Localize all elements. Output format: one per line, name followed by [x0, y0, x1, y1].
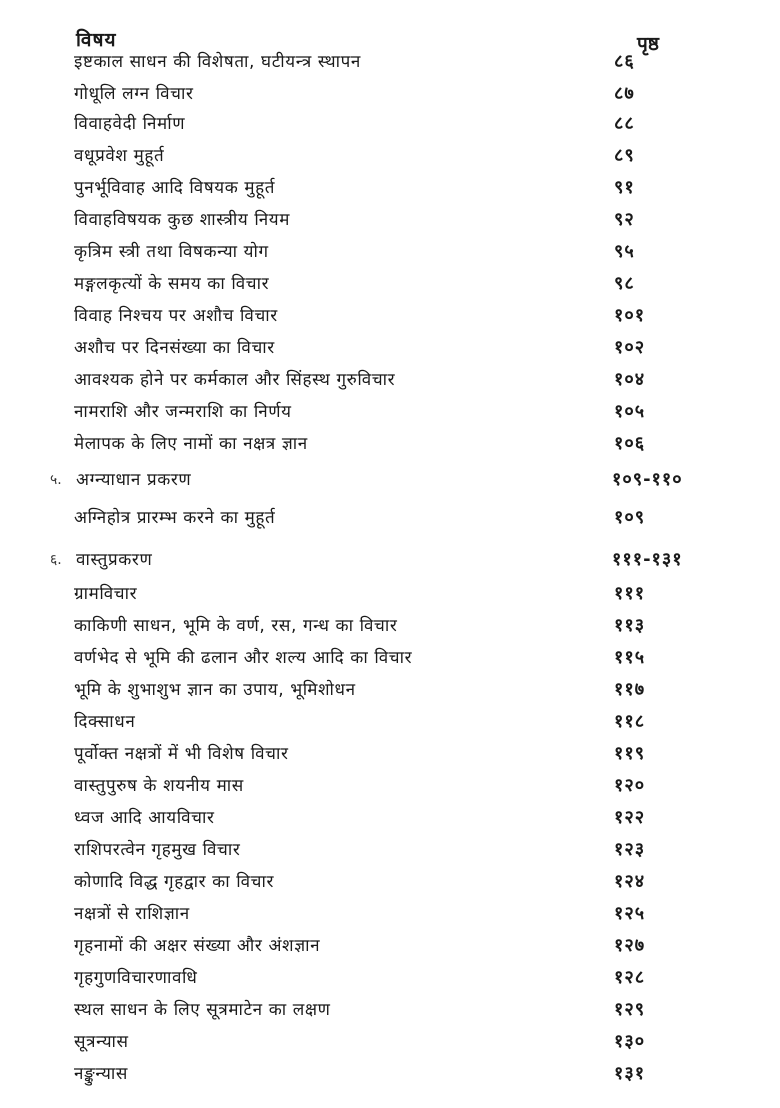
toc-entry-title: वधूप्रवेश मुहूर्त: [74, 146, 165, 166]
toc-entry-page: १२८: [614, 967, 646, 988]
toc-entry-title: आवश्यक होने पर कर्मकाल और सिंहस्थ गुरुविचार: [74, 370, 396, 390]
toc-entry-row: [0, 504, 780, 532]
toc-entry-title: नङ्कुन्यास: [74, 1064, 128, 1084]
toc-entry-row: [0, 836, 780, 864]
toc-entry-row: [0, 932, 780, 960]
toc-entry-title: सूत्रन्यास: [74, 1032, 129, 1052]
page-column-header: पृष्ठ: [637, 33, 659, 55]
toc-entry-page: ११३: [614, 615, 646, 636]
toc-entry-page: १२५: [614, 903, 646, 924]
toc-entry-row: [0, 996, 780, 1024]
toc-entry-row: [0, 644, 780, 672]
toc-entry-page: १३०: [614, 1031, 646, 1052]
toc-entry-page: १०९-११०: [612, 469, 683, 490]
toc-entry-row: [0, 612, 780, 640]
toc-entry-row: [0, 430, 780, 458]
toc-entry-title: नामराशि और जन्मराशि का निर्णय: [74, 402, 292, 422]
toc-entry-row: [0, 48, 780, 76]
toc-entry-page: ११८: [614, 711, 646, 732]
toc-entry-row: [0, 708, 780, 736]
toc-entry-row: [0, 174, 780, 202]
toc-entry-row: [0, 1028, 780, 1056]
toc-entry-title: मेलापक के लिए नामों का नक्षत्र ज्ञान: [74, 434, 308, 454]
toc-entry-row: [0, 772, 780, 800]
toc-entry-title: राशिपरत्वेन गृहमुख विचार: [74, 840, 241, 860]
toc-entry-page: ९८: [614, 273, 635, 294]
toc-entry-page: १०२: [614, 337, 646, 358]
toc-entry-page: ८७: [614, 83, 635, 104]
toc-entry-page: १०१: [614, 305, 646, 326]
toc-entry-row: [0, 868, 780, 896]
toc-entry-page: १२९: [614, 999, 646, 1020]
toc-entry-title: इष्टकाल साधन की विशेषता, घटीयन्त्र स्थापन: [74, 52, 361, 72]
toc-entry-row: [0, 110, 780, 138]
toc-entry-title: मङ्गलकृत्यों के समय का विचार: [74, 274, 270, 294]
toc-entry-row: [0, 334, 780, 362]
toc-entry-row: [0, 238, 780, 266]
toc-entry-title: अग्निहोत्र प्रारम्भ करने का मुहूर्त: [74, 508, 276, 528]
toc-entry-title: विवाहवेदी निर्माण: [74, 114, 186, 134]
toc-entry-title: गृहनामों की अक्षर संख्या और अंशज्ञान: [74, 936, 321, 956]
section-number: ५.: [50, 472, 62, 488]
toc-entry-page: १२७: [614, 935, 646, 956]
toc-entry-page: ८६: [614, 51, 635, 72]
toc-entry-page: ९१: [614, 177, 635, 198]
toc-entry-page: १०९: [614, 507, 646, 528]
toc-entry-row: [0, 580, 780, 608]
toc-entry-page: १३१: [614, 1063, 646, 1084]
toc-entry-row: [0, 302, 780, 330]
toc-entry-page: ९२: [614, 209, 635, 230]
toc-entry-title: ध्वज आदि आयविचार: [74, 808, 215, 828]
toc-entry-title: भूमि के शुभाशुभ ज्ञान का उपाय, भूमिशोधन: [74, 680, 356, 700]
toc-entry-row: [0, 1060, 780, 1088]
toc-entry-row: [0, 366, 780, 394]
toc-entry-title: विवाहविषयक कुछ शास्त्रीय नियम: [74, 210, 291, 230]
toc-entry-title: दिक्साधन: [74, 712, 136, 732]
toc-entry-row: [0, 964, 780, 992]
toc-entry-page: ११७: [614, 679, 646, 700]
toc-entry-title: विवाह निश्चय पर अशौच विचार: [74, 306, 278, 326]
toc-entry-page: ११९: [614, 743, 646, 764]
toc-entry-row: [0, 900, 780, 928]
toc-entry-title: गोधूलि लग्न विचार: [74, 84, 194, 104]
toc-entry-row: [0, 142, 780, 170]
toc-entry-title: ग्रामविचार: [74, 584, 138, 604]
toc-entry-title: पुनर्भूविवाह आदि विषयक मुहूर्त: [74, 178, 276, 198]
toc-entry-title: अशौच पर दिनसंख्या का विचार: [74, 338, 275, 358]
toc-entry-title: गृहगुणविचारणावधि: [74, 968, 198, 988]
toc-entry-title: कृत्रिम स्त्री तथा विषकन्या योग: [74, 242, 269, 262]
toc-entry-title: कोणादि विद्ध गृहद्वार का विचार: [74, 872, 275, 892]
toc-entry-title: वास्तुपुरुष के शयनीय मास: [74, 776, 244, 796]
toc-entry-page: १११-१३१: [612, 549, 683, 570]
toc-entry-page: १२०: [614, 775, 646, 796]
toc-entry-row: [0, 804, 780, 832]
toc-entry-title: नक्षत्रों से राशिज्ञान: [74, 904, 190, 924]
toc-entry-title: वर्णभेद से भूमि की ढलान और शल्य आदि का विचार: [74, 648, 413, 668]
toc-entry-page: १२४: [614, 871, 646, 892]
toc-entry-page: ८८: [614, 113, 635, 134]
subject-column-header: विषय: [76, 29, 117, 51]
toc-entry-row: [0, 740, 780, 768]
toc-entry-row: [0, 270, 780, 298]
toc-section-row: [0, 546, 780, 574]
toc-entry-page: ८९: [614, 145, 635, 166]
toc-entry-row: [0, 80, 780, 108]
toc-entry-page: १०६: [614, 433, 646, 454]
toc-entry-row: [0, 206, 780, 234]
toc-entry-page: १११: [614, 583, 646, 604]
toc-entry-page: १२२: [614, 807, 646, 828]
toc-entry-page: ११५: [614, 647, 646, 668]
toc-entry-title: वास्तुप्रकरण: [76, 550, 153, 570]
toc-entry-page: ९५: [614, 241, 635, 262]
toc-entry-page: १०५: [614, 401, 646, 422]
toc-entry-page: १२३: [614, 839, 646, 860]
section-number: ६.: [50, 552, 62, 568]
toc-entry-title: काकिणी साधन, भूमि के वर्ण, रस, गन्ध का विचार: [74, 616, 398, 636]
toc-entry-row: [0, 676, 780, 704]
toc-entry-title: पूर्वोक्त नक्षत्रों में भी विशेष विचार: [74, 744, 289, 764]
toc-section-row: [0, 466, 780, 494]
toc-entry-page: १०४: [614, 369, 646, 390]
toc-entry-row: [0, 398, 780, 426]
toc-entry-title: स्थल साधन के लिए सूत्रमाटेन का लक्षण: [74, 1000, 331, 1020]
toc-entry-title: अग्न्याधान प्रकरण: [76, 470, 192, 490]
